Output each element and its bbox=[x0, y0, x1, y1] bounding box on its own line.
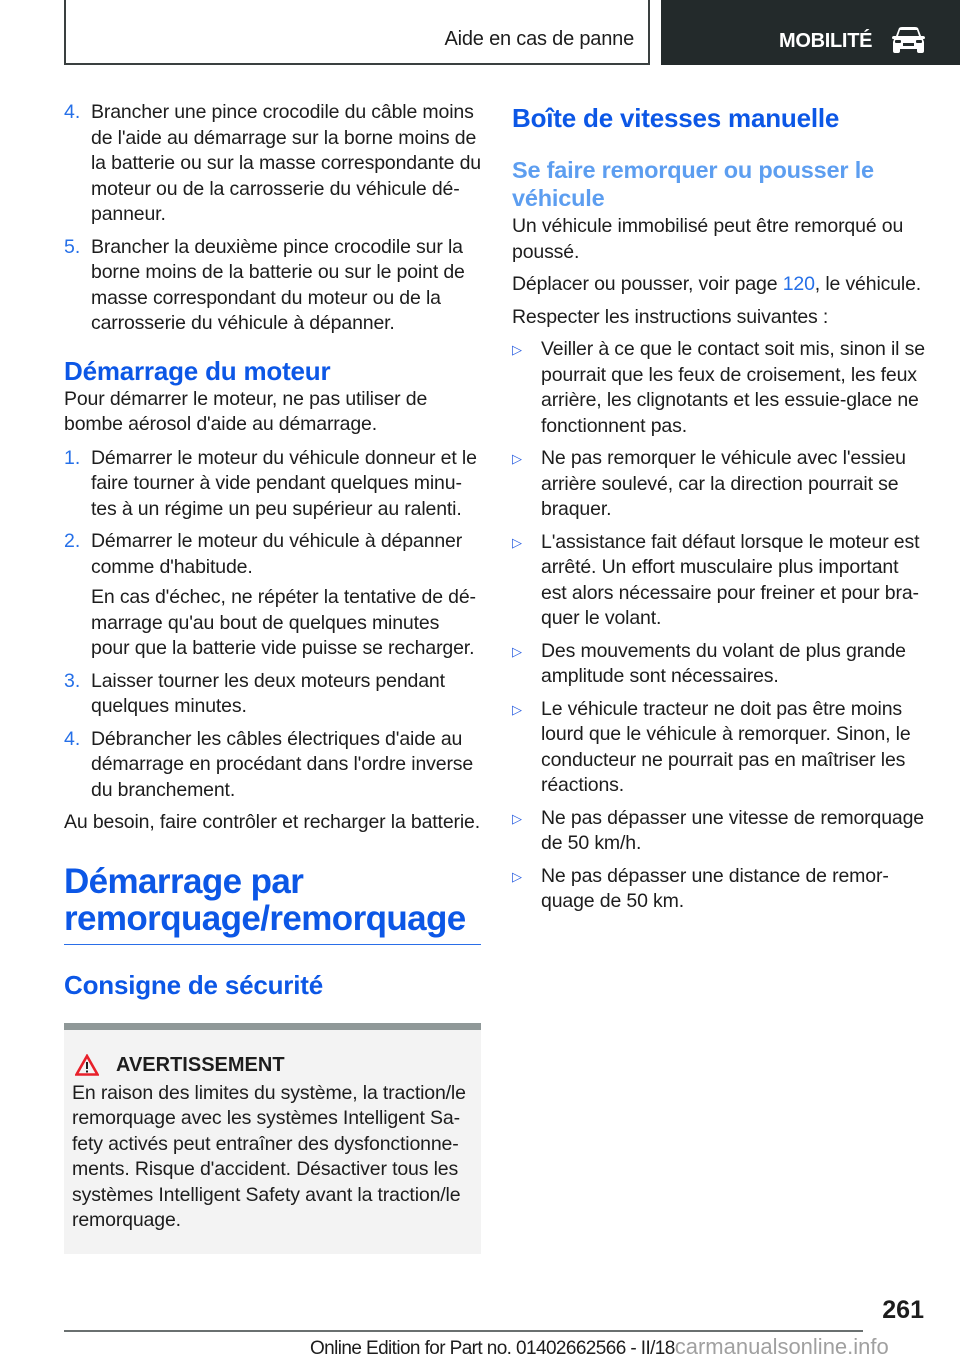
bullet-text: Ne pas dépasser une vitesse de remorquage de 50 km/h. bbox=[541, 806, 925, 854]
heading-engine-start: Démarrage du moteur bbox=[64, 355, 331, 386]
tow-intro: Un véhicule immobilisé peut être remorqué ou poussé. bbox=[512, 215, 904, 263]
right-column bbox=[512, 100, 929, 922]
bullet-text: Veiller à ce que le contact soit mis, sinon il se pourrait que les feux de croisement, les feux arrière, les clignotants et les essuie-glace ne fonctionnent pas. bbox=[541, 338, 925, 437]
list-item bbox=[512, 530, 929, 632]
triangle-bullet-icon: ▷ bbox=[512, 643, 522, 659]
list-item bbox=[512, 639, 929, 690]
instructions-label: Respecter les instructions suivantes : bbox=[512, 305, 829, 328]
bullet-text: Ne pas dépasser une distance de remor-quage de 50 km. bbox=[541, 864, 889, 912]
list-item bbox=[512, 697, 929, 799]
heading-towing-line1: Démarrage par bbox=[64, 861, 304, 901]
warning-header bbox=[72, 1054, 473, 1077]
page-link[interactable]: 120 bbox=[782, 273, 815, 295]
step-number: 5. bbox=[64, 235, 81, 258]
bullet-text: L'assistance fait défaut lorsque le moteur est arrêté. Un effort musculaire plus important est alors nécessaire pour freiner et pour bra-quer le volant. bbox=[541, 530, 920, 629]
list-item bbox=[512, 337, 929, 439]
watermark: carmanualsonline.info bbox=[674, 1334, 889, 1359]
step-number: 4. bbox=[64, 727, 81, 750]
step-text: Débrancher les câbles électriques d'aide au démarrage en procédant dans l'ordre inverse du branchement. bbox=[91, 727, 474, 801]
warning-text: En raison des limites du système, la traction/le remorquage avec les systèmes Intelligent Sa-fety activés peut entraîner des dysfonctionne-ments. Risque d'accident. Désactiver tous les systèmes Intelligent Safety avant la traction/le remorquage. bbox=[72, 1081, 466, 1231]
header-section-box bbox=[64, 0, 650, 65]
list-item bbox=[512, 806, 929, 857]
list-item bbox=[64, 529, 481, 580]
page-reference bbox=[512, 272, 929, 298]
ref-text-before: Déplacer ou pousser, voir page bbox=[512, 273, 783, 295]
heading-safety: Consigne de sécurité bbox=[64, 969, 323, 1000]
heading-tow-push: Se faire remorquer ou pousser le véhicule bbox=[512, 157, 874, 211]
chapter-label: MOBILITÉ bbox=[779, 30, 873, 52]
section-title: Aide en cas de panne bbox=[444, 28, 634, 50]
triangle-bullet-icon: ▷ bbox=[512, 868, 522, 884]
triangle-bullet-icon: ▷ bbox=[512, 534, 522, 550]
triangle-bullet-icon: ▷ bbox=[512, 810, 522, 826]
left-column bbox=[64, 100, 481, 1254]
triangle-bullet-icon: ▷ bbox=[512, 451, 522, 466]
list-item bbox=[64, 669, 481, 720]
bullet-text: Des mouvements du volant de plus grande amplitude sont nécessaires. bbox=[541, 639, 906, 687]
triangle-bullet-icon: ▷ bbox=[512, 701, 522, 717]
engine-start-outro: Au besoin, faire contrôler et recharger la batterie. bbox=[64, 811, 481, 833]
header-chapter-tab bbox=[661, 0, 960, 65]
warning-title: AVERTISSEMENT bbox=[116, 1053, 285, 1076]
heading-towing bbox=[64, 863, 481, 945]
list-item bbox=[64, 235, 481, 337]
footer-divider bbox=[64, 1330, 863, 1332]
step-note: En cas d'échec, ne répéter la tentative de dé-marrage qu'au bout de quelques minutes pour que la batterie vide puisse se recharger. bbox=[91, 586, 476, 659]
step-text: Brancher une pince crocodile du câble moins de l'aide au démarrage sur la borne moins de la batterie ou sur la masse correspondante du moteur ou de la carrosserie du véhicule dé-panneur. bbox=[91, 101, 481, 225]
car-front-icon bbox=[892, 26, 925, 54]
list-item bbox=[64, 100, 481, 228]
list-item bbox=[512, 864, 929, 915]
list-item bbox=[64, 727, 481, 804]
step-number: 3. bbox=[64, 669, 81, 692]
engine-start-intro: Pour démarrer le moteur, ne pas utiliser de bombe aérosol d'aide au démarrage. bbox=[64, 387, 428, 435]
step-number: 2. bbox=[64, 530, 81, 552]
warning-triangle-icon bbox=[75, 1054, 99, 1076]
triangle-bullet-icon: ▷ bbox=[512, 342, 522, 357]
bullet-text: Le véhicule tracteur ne doit pas être moins lourd que le véhicule à remorquer. Sinon, le conducteur ne pourrait pas en maîtriser les réactions. bbox=[541, 697, 911, 796]
heading-manual-gearbox: Boîte de vitesses manuelle bbox=[512, 103, 840, 133]
step-number: 1. bbox=[64, 446, 81, 469]
list-item bbox=[64, 446, 481, 523]
bullet-text: Ne pas remorquer le véhicule avec l'essieu arrière soulevé, car la direction pourrait se braquer. bbox=[541, 447, 906, 520]
step-text: Démarrer le moteur du véhicule à dépanner comme d'habitude. bbox=[91, 530, 463, 578]
ref-text-after: , le véhicule. bbox=[814, 273, 922, 295]
warning-box bbox=[64, 1023, 481, 1254]
page-number: 261 bbox=[882, 1296, 924, 1324]
step-text: Brancher la deuxième pince crocodile sur la borne moins de la batterie ou sur le point de masse correspondant du moteur ou de la carrosserie du véhicule à dépanner. bbox=[91, 235, 465, 334]
step-text: Laisser tourner les deux moteurs pendant quelques minutes. bbox=[91, 669, 445, 717]
edition-text: Online Edition for Part no. 01402662566 - II/18 bbox=[310, 1338, 675, 1359]
step-text: Démarrer le moteur du véhicule donneur et le faire tourner à vide pendant quelques minu-tes à un régime un peu supérieur au ralenti. bbox=[91, 446, 477, 520]
footer-edition bbox=[310, 1334, 889, 1360]
list-item bbox=[512, 446, 929, 523]
step-number: 4. bbox=[64, 101, 81, 123]
heading-towing-line2: remorquage/remorquage bbox=[64, 898, 466, 938]
